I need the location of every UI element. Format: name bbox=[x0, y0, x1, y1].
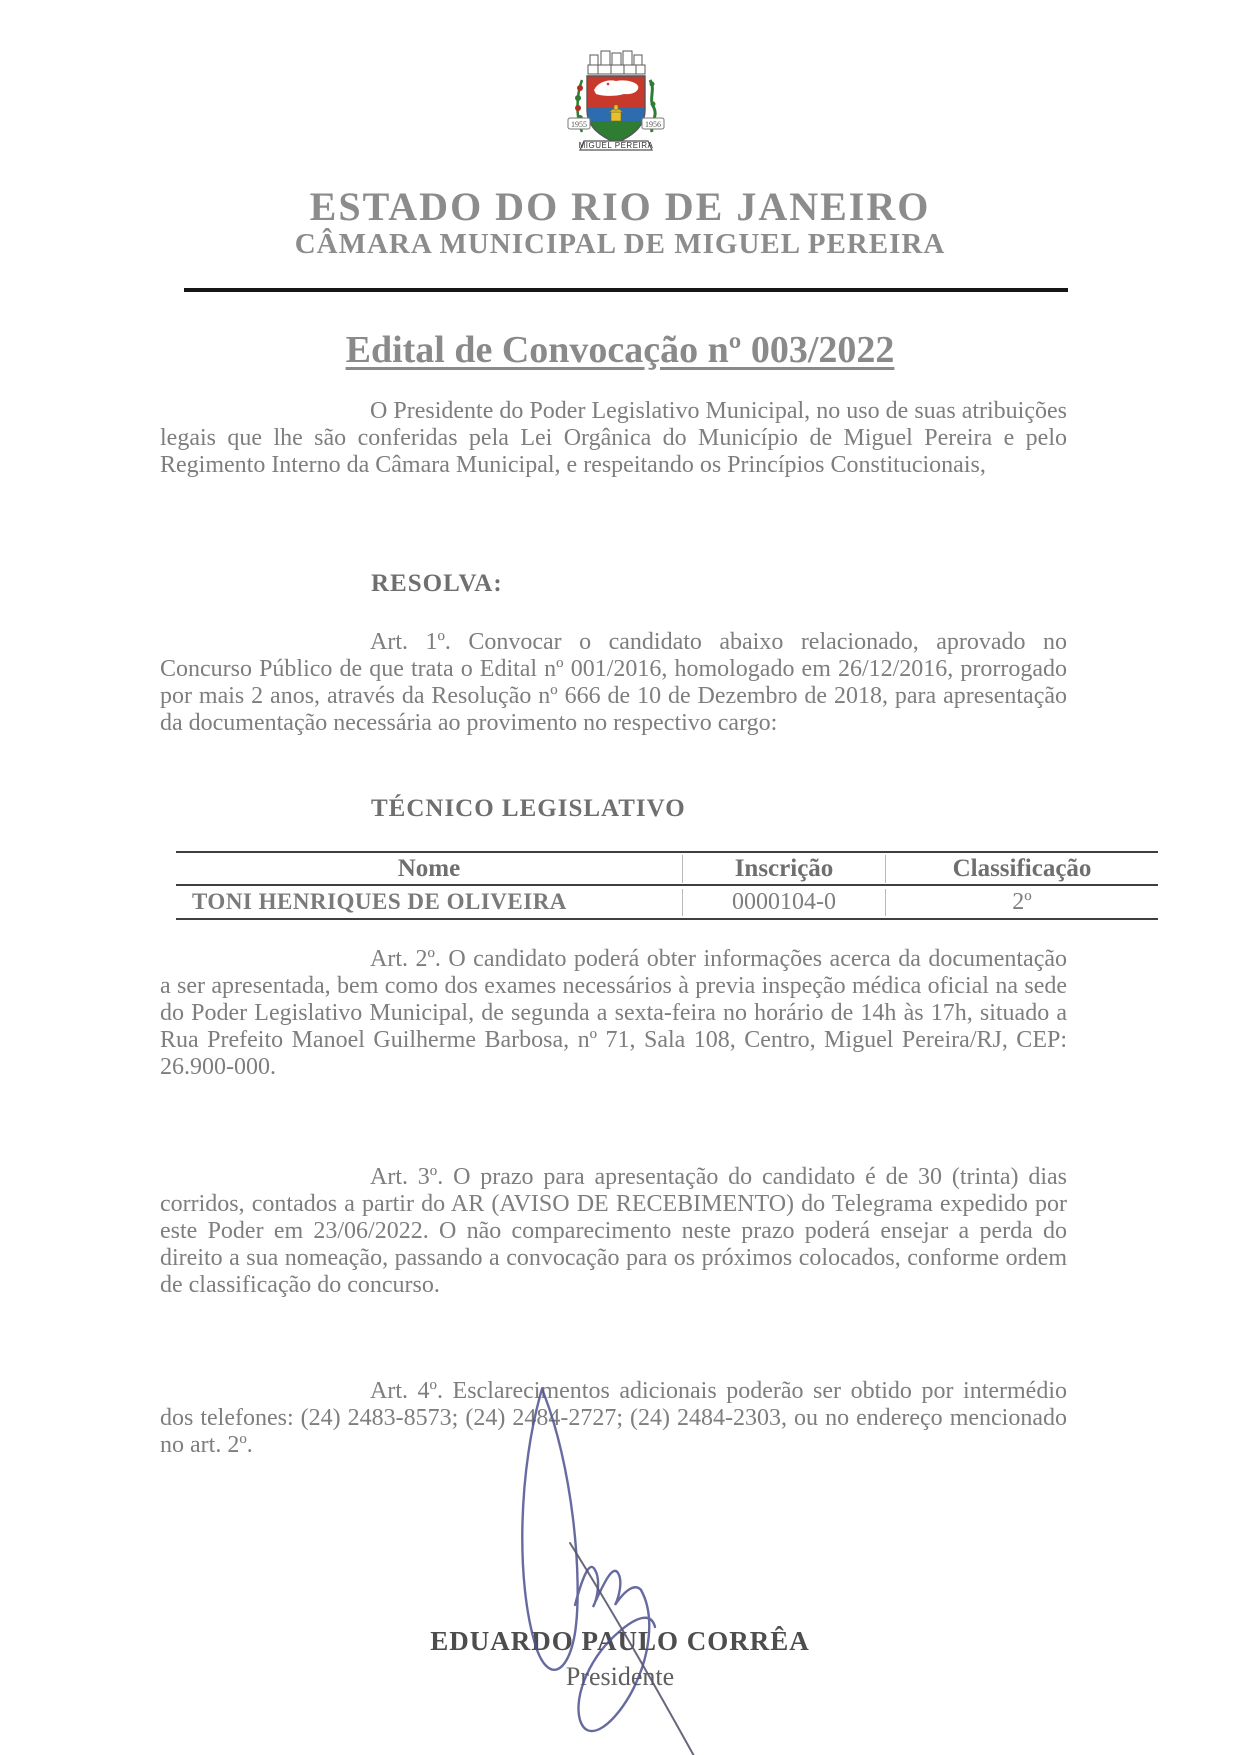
table-row bbox=[176, 886, 1158, 918]
article-4-paragraph: Art. 4º. Esclarecimentos adicionais poderão ser obtido por intermédio dos telefones: (24) 2483-8573; (24) 2484-2727; (24) 2484-2303, ou no endereço mencionado no art. 2º. bbox=[160, 1378, 1067, 1458]
table-header-row bbox=[176, 853, 1158, 886]
shield-icon bbox=[587, 76, 645, 144]
year-left-label: 1955 bbox=[571, 120, 587, 129]
candidate-inscription-cell: 0000104-0 bbox=[682, 889, 885, 916]
candidate-name-cell: TONI HENRIQUES DE OLIVEIRA bbox=[192, 889, 567, 914]
document-title: Edital de Convocação nº 003/2022 bbox=[345, 329, 895, 371]
candidate-rank-cell: 2º bbox=[885, 889, 1158, 916]
coat-of-arms bbox=[556, 46, 676, 154]
letterhead-state: ESTADO DO RIO DE JANEIRO bbox=[309, 184, 931, 229]
year-right-label: 1956 bbox=[645, 120, 661, 129]
signer-role: Presidente bbox=[565, 1662, 675, 1691]
letterhead-divider bbox=[184, 288, 1068, 292]
motto-label: MIGUEL PEREIRA bbox=[578, 141, 654, 150]
resolve-heading: RESOLVA: bbox=[371, 570, 503, 597]
article-2-paragraph: Art. 2º. O candidato poderá obter informações acerca da documentação a ser apresentada, bem como dos exames necessários à previa inspeção médica oficial na sede do Poder Legislativo Municipal, de segunda a sexta-feira no horário de 14h às 17h, situado a Rua Prefeito Manoel Guilherme Barbosa, nº 71, Sala 108, Centro, Miguel Pereira/RJ, CEP: 26.900-000. bbox=[160, 946, 1067, 1080]
column-header-classificacao: Classificação bbox=[885, 855, 1158, 883]
position-heading: TÉCNICO LEGISLATIVO bbox=[371, 795, 686, 822]
mural-crown-icon bbox=[588, 51, 645, 74]
column-header-inscricao: Inscrição bbox=[682, 855, 885, 883]
intro-paragraph: O Presidente do Poder Legislativo Municipal, no uso de suas atribuições legais que lhe são conferidas pela Lei Orgânica do Município de Miguel Pereira e pelo Regimento Interno da Câmara Municipal, e respeitando os Princípios Constitucionais, bbox=[160, 398, 1067, 478]
motto-ribbon bbox=[579, 141, 654, 150]
column-header-nome: Nome bbox=[397, 854, 461, 882]
article-1-paragraph: Art. 1º. Convocar o candidato abaixo relacionado, aprovado no Concurso Público de que trata o Edital nº 001/2016, homologado em 26/12/2016, prorrogado por mais 2 anos, através da Resolução nº 666 de 10 de Dezembro de 2018, para apresentação da documentação necessária ao provimento no respectivo cargo: bbox=[160, 629, 1067, 736]
candidates-table bbox=[176, 851, 1158, 920]
article-3-paragraph: Art. 3º. O prazo para apresentação do candidato é de 30 (trinta) dias corridos, contados a partir do AR (AVISO DE RECEBIMENTO) do Telegrama expedido por este Poder em 23/06/2022. O não comparecimento neste prazo poderá ensejar a perda do direito a sua nomeação, passando a convocação para os próximos colocados, conforme ordem de classificação do concurso. bbox=[160, 1164, 1067, 1298]
letterhead-municipality: CÂMARA MUNICIPAL DE MIGUEL PEREIRA bbox=[294, 228, 946, 260]
signer-name: EDUARDO PAULO CORRÊA bbox=[430, 1626, 810, 1656]
